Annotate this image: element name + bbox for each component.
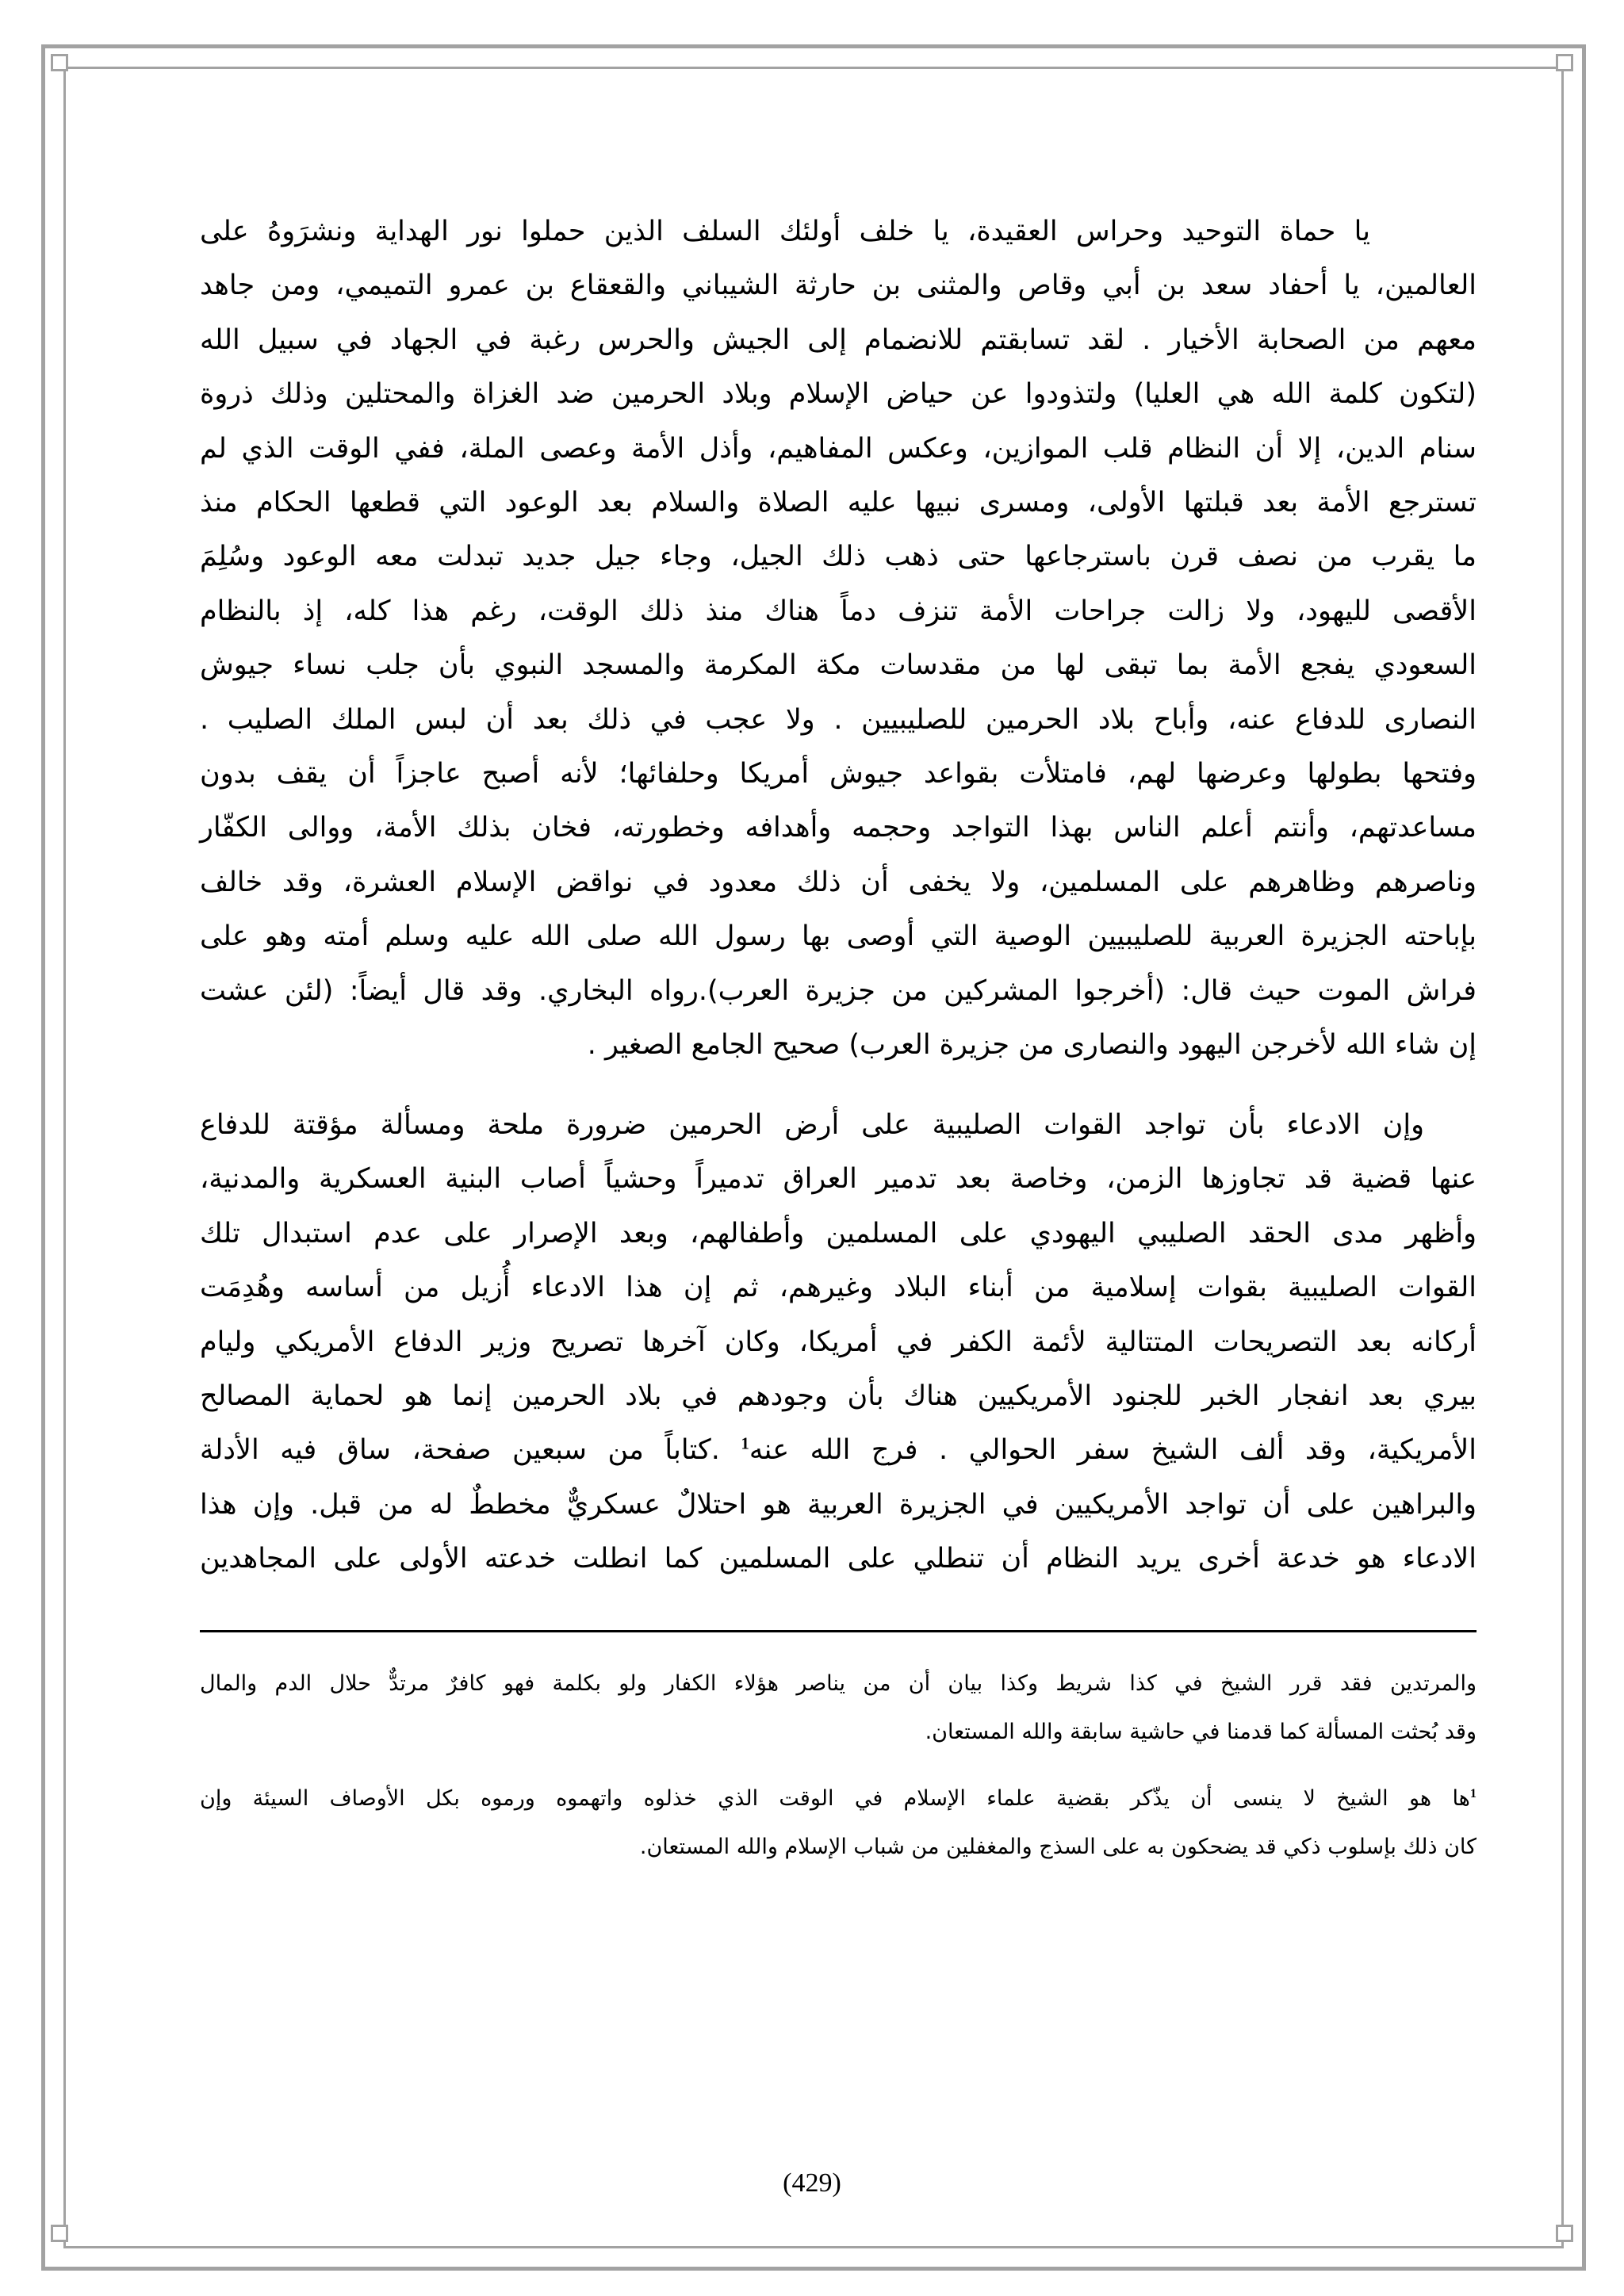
corner-ornament (51, 2225, 68, 2242)
footnote-1 (200, 1774, 1477, 1871)
body-line: وأظهر مدى الحقد الصليبي اليهودي على المسلمين وأطفالهم، وبعد الإصرار على عدم استبدال تلك (200, 1217, 1477, 1249)
footnote-line: كان ذلك بإسلوب ذكي قد يضحكون به على السذج والمغفلين من شباب الإسلام والله المستعان. (639, 1835, 1477, 1859)
body-line-text: الأمريكية، وقد ألف الشيخ سفر الحوالي . فرج الله عنه (749, 1434, 1477, 1467)
body-line-text: .كتاباً من سبعين صفحة، ساق فيه الأدلة (200, 1434, 741, 1467)
body-line: مساعدتهم، وأنتم أعلم الناس بهذا التواجد وحجمه وأهدافه وخطورته، فخان بذلك الأمة، ووالى الكفّار (200, 812, 1477, 844)
paragraph-1 (200, 205, 1477, 1073)
footnote-line: والمرتدين فقد قرر الشيخ في كذا شريط وكذا بيان أن من يناصر هؤلاء الكفار ولو بكلمة فهو كافرٌ مرتدٌّ حلال الدم والمال (200, 1671, 1477, 1696)
body-line: النصارى للدفاع عنه، وأباح بلاد الحرمين للصليبيين . ولا عجب في ذلك بعد أن لبس الملك الصليب . (200, 703, 1477, 736)
corner-ornament (1556, 2225, 1573, 2242)
body-line: وناصرهم وظاهرهم على المسلمين، ولا يخفى أن ذلك معدود في نواقض الإسلام العشرة، وقد خالف (200, 866, 1477, 898)
body-line: والبراهين على أن تواجد الأمريكيين في الجزيرة العربية هو احتلالٌ عسكريٌّ مخططٌ له من قبل. وإن هذا (200, 1488, 1477, 1521)
body-line: السعودي يفجع الأمة بما تبقى لها من مقدسات مكة المكرمة والمسجد النبوي بأن جلب نساء جيوش (200, 649, 1477, 682)
footnote-continuation (200, 1659, 1477, 1756)
footnote-line (200, 1774, 1477, 1823)
footnote-marker: 1 (1469, 1786, 1477, 1800)
body-line: فراش الموت حيث قال: (أخرجوا المشركين من جزيرة العرب).رواه البخاري. وقد قال أيضاً: (لئن عشت (200, 974, 1477, 1007)
body-line: وفتحها بطولها وعرضها لهم، فامتلأت بقواعد جيوش أمريكا وحلفائها؛ لأنه أصبح عاجزاً أن يقف بدون (200, 758, 1477, 790)
body-line (200, 1423, 1477, 1477)
body-line: الأقصى لليهود، ولا زالت جراحات الأمة تنزف دماً هناك منذ ذلك الوقت، رغم هذا كله، إذ بالنظام (200, 595, 1477, 627)
body-line: العالمين، يا أحفاد سعد بن أبي وقاص والمثنى بن حارثة الشيباني والقعقاع بن عمرو التميمي، ومن جاهد (200, 270, 1477, 302)
corner-ornament (51, 54, 68, 71)
body-line: بإباحته الجزيرة العربية للصليبيين الوصية التي أوصى بها رسول الله صلى الله عليه وسلم أمته وهو على (200, 920, 1477, 953)
corner-ornament (1556, 54, 1573, 71)
footnote-reference[interactable]: 1 (741, 1433, 749, 1453)
body-line: (لتكون كلمة الله هي العليا) ولتذودوا عن حياض الإسلام وبلاد الحرمين ضد الغزاة والمحتلين وذلك ذروة (200, 378, 1477, 411)
footnote-text: ها هو الشيخ لا ينسى أن يذّكر بقضية علماء الإسلام في الوقت الذي خذلوه واتهموه ورموه بكل الأوصاف السيئة وإن (200, 1786, 1470, 1811)
body-line: إن شاء الله لأخرجن اليهود والنصارى من جزيرة العرب) صحيح الجامع الصغير . (587, 1029, 1477, 1062)
body-line: وإن الادعاء بأن تواجد القوات الصليبية على أرض الحرمين ضرورة ملحة ومسألة مؤقتة للدفاع (200, 1109, 1424, 1141)
body-line: بيري بعد انفجار الخبر للجنود الأمريكيين هناك بأن وجودهم في بلاد الحرمين إنما هو لحماية المصالح (200, 1380, 1477, 1413)
body-line: يا حماة التوحيد وحراس العقيدة، يا خلف أولئك السلف الذين حملوا نور الهداية ونشرَوهُ على (200, 216, 1370, 247)
body-line: عنها قضية قد تجاوزها الزمن، وخاصة بعد تدمير العراق تدميراً وحشياً أصاب البنية العسكرية والمدنية، (200, 1163, 1477, 1196)
footnote-line: وقد بُحثت المسألة كما قدمنا في حاشية سابقة والله المستعان. (925, 1720, 1477, 1744)
body-line: الادعاء هو خدعة أخرى يريد النظام أن تنطلي على المسلمين كما انطلت خدعته الأولى على المجاهدين (200, 1543, 1477, 1575)
page-number: (429) (783, 2168, 841, 2198)
body-line: أركانه بعد التصريحات المتتالية لأئمة الكفر في أمريكا، وكان آخرها تصريح وزير الدفاع الأمريكي وليام (200, 1326, 1477, 1358)
body-line: ما يقرب من نصف قرن باسترجاعها حتى ذهب ذلك الجيل، وجاء جيل جديد تبدلت معه الوعود وسُلِمَ (200, 541, 1477, 573)
footnote-separator (200, 1630, 1477, 1632)
body-line: سنام الدين، إلا أن النظام قلب الموازين، وعكس المفاهيم، وأذل الأمة وعصى الملة، ففي الوقت الذي لم (200, 432, 1477, 465)
body-line: معهم من الصحابة الأخيار . لقد تسابقتم للانضمام إلى الجيش والحرس رغبة في الجهاد في سبيل الله (200, 323, 1477, 356)
body-line: القوات الصليبية بقوات إسلامية من أبناء البلاد وغيرهم، ثم إن هذا الادعاء أُزيل من أساسه وهُدِمَت (200, 1272, 1477, 1304)
body-line: تسترجع الأمة بعد قبلتها الأولى، ومسرى نبيها عليه الصلاة والسلام بعد الوعود التي قطعها الحكام منذ (200, 487, 1477, 519)
paragraph-2 (200, 1098, 1477, 1586)
